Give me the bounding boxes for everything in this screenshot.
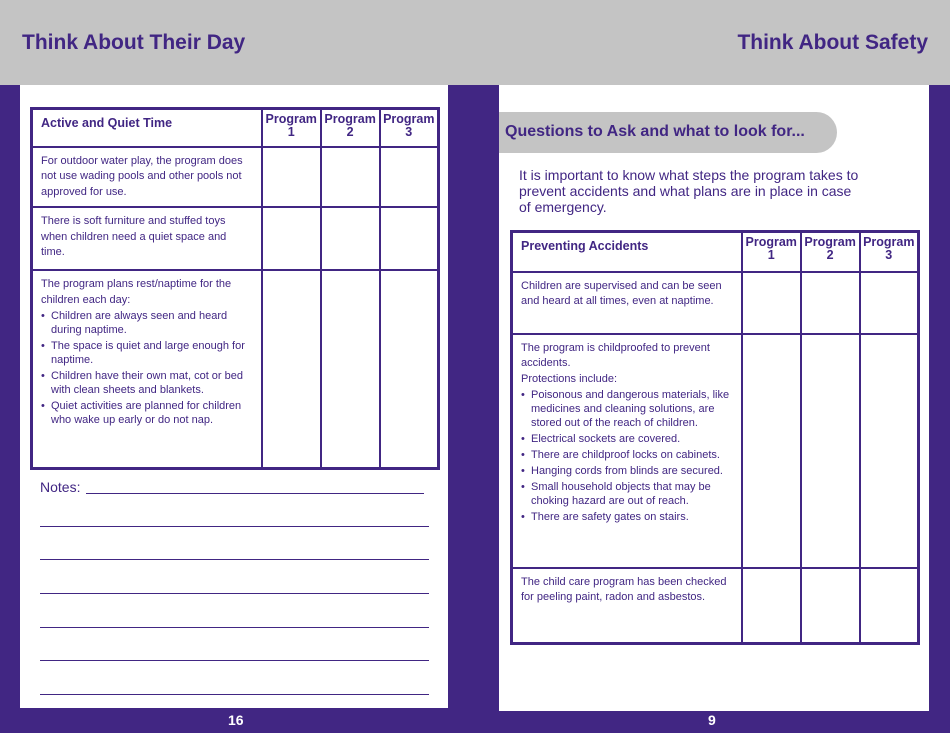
- column-header-program-2: Program 2: [321, 109, 380, 147]
- checkbox-cell-program-2[interactable]: [321, 270, 380, 468]
- list-item: • There are safety gates on stairs.: [521, 510, 733, 524]
- left-page-title: Think About Their Day: [22, 31, 246, 54]
- row-text: The program is childproofed to prevent accidents.: [521, 341, 710, 369]
- checkbox-cell-program-2[interactable]: [801, 272, 860, 334]
- right-page-title: Think About Safety: [737, 31, 928, 54]
- list-item: • Children have their own mat, cot or bed with clean sheets and blankets.: [41, 369, 253, 397]
- checkbox-cell-program-1[interactable]: [742, 568, 801, 644]
- list-item: • Small household objects that may be choking hazard are out of reach.: [521, 480, 733, 508]
- column-header-program-3: Program 3: [380, 109, 439, 147]
- row-text: There is soft furniture and stuffed toys when children need a quiet space and time.: [41, 215, 227, 258]
- list-item: • Children are always seen and heard during naptime.: [41, 309, 253, 337]
- checkbox-cell-program-3[interactable]: [860, 272, 919, 334]
- table-row: [512, 334, 919, 568]
- checkbox-cell-program-1[interactable]: [742, 334, 801, 568]
- notes-line[interactable]: [40, 627, 429, 628]
- checkbox-cell-program-1[interactable]: [742, 272, 801, 334]
- active-quiet-time-table: [30, 107, 440, 470]
- notes-line[interactable]: [40, 660, 429, 661]
- callout-text: Questions to Ask and what to look for...: [505, 123, 805, 140]
- notes-line[interactable]: [86, 493, 424, 494]
- list-item: • The space is quiet and large enough for naptime.: [41, 339, 253, 367]
- bullet-list: [41, 309, 253, 427]
- column-header-program-1: Program 1: [262, 109, 321, 147]
- table-row: [32, 207, 439, 270]
- notes-label: Notes:: [40, 479, 81, 495]
- checkbox-cell-program-2[interactable]: [321, 147, 380, 208]
- list-item: • Poisonous and dangerous materials, like medicines and cleaning solutions, are stored out of the reach of children.: [521, 388, 733, 430]
- table-row: [512, 272, 919, 334]
- row-text: The program plans rest/naptime for the children each day:: [41, 278, 232, 306]
- checkbox-cell-program-2[interactable]: [801, 334, 860, 568]
- list-item: • Electrical sockets are covered.: [521, 432, 733, 446]
- page-number-right: 9: [708, 712, 716, 728]
- list-item: • Quiet activities are planned for children who wake up early or do not nap.: [41, 399, 253, 427]
- notes-line[interactable]: [40, 694, 429, 695]
- notes-line[interactable]: [40, 593, 429, 594]
- table-heading: Preventing Accidents: [512, 232, 742, 272]
- intro-paragraph: It is important to know what steps the program takes to prevent accidents and what plans are in place in case of emergency.: [519, 167, 859, 215]
- checkbox-cell-program-1[interactable]: [262, 147, 321, 208]
- list-item: • There are childproof locks on cabinets.: [521, 448, 733, 462]
- checkbox-cell-program-1[interactable]: [262, 207, 321, 270]
- checkbox-cell-program-3[interactable]: [380, 270, 439, 468]
- table-row: [32, 270, 439, 468]
- column-header-program-2: Program 2: [801, 232, 860, 272]
- checkbox-cell-program-3[interactable]: [860, 568, 919, 644]
- table-row: [32, 147, 439, 208]
- row-text: Children are supervised and can be seen and heard at all times, even at naptime.: [521, 279, 722, 307]
- row-text: The child care program has been checked for peeling paint, radon and asbestos.: [521, 575, 727, 603]
- row-subtext: Protections include:: [521, 372, 617, 385]
- bullet-list: [521, 388, 733, 524]
- checkbox-cell-program-2[interactable]: [801, 568, 860, 644]
- notes-line[interactable]: [40, 559, 429, 560]
- checkbox-cell-program-3[interactable]: [860, 334, 919, 568]
- preventing-accidents-table: [510, 230, 920, 645]
- checkbox-cell-program-2[interactable]: [321, 207, 380, 270]
- checkbox-cell-program-3[interactable]: [380, 207, 439, 270]
- table-heading: Active and Quiet Time: [32, 109, 262, 147]
- row-text: For outdoor water play, the program does not use wading pools and other pools not approved for use.: [41, 154, 243, 198]
- column-header-program-1: Program 1: [742, 232, 801, 272]
- page-number-left: 16: [228, 712, 244, 728]
- column-header-program-3: Program 3: [860, 232, 919, 272]
- checkbox-cell-program-1[interactable]: [262, 270, 321, 468]
- table-row: [512, 568, 919, 644]
- checkbox-cell-program-3[interactable]: [380, 147, 439, 208]
- list-item: • Hanging cords from blinds are secured.: [521, 464, 733, 478]
- notes-line[interactable]: [40, 526, 429, 527]
